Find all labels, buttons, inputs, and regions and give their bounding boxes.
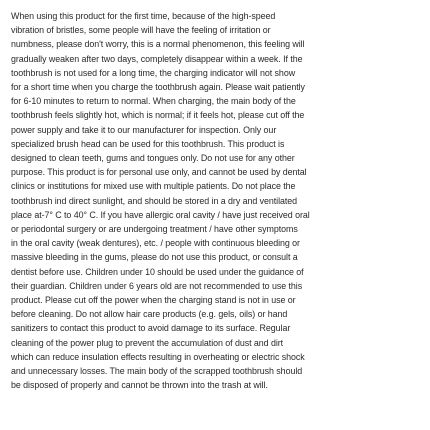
text-line: before cleaning. Do not allow hair care products (e.g. gels, oils) or hand [11, 309, 288, 320]
text-line: for 6-10 minutes to return to normal. When charging, the main body of the [11, 96, 296, 107]
instruction-text-block [11, 9, 421, 427]
text-line: dentist before use. Children under 10 should be used under the guidance of [11, 266, 304, 277]
text-line: purpose. This product is for personal use only, and cannot be used by dental [11, 167, 307, 178]
text-line: gradually weaken after two days, completely disappear within a week. If the [11, 53, 303, 64]
text-line: designed to clean teeth, gums and tongues only. Do not use for any other [11, 153, 295, 164]
text-line: which can reduce insulation effects resulting in overheating or electric shock [11, 351, 305, 362]
text-line: massive bleeding in the gums, please do not use this product, or consult a [11, 252, 298, 263]
text-line: their guardian. Children under 6 years old are not recommended to use this [11, 280, 303, 291]
text-line: be disposed of properly and cannot be thrown into the trash at will. [11, 380, 268, 391]
text-line: specialized brush head can be used for this toothbrush. This product is [11, 138, 285, 149]
text-line: numbness, please don't worry, this is a normal phenomenon, this feeling will [11, 39, 305, 50]
text-line: clinics or institutions for mixed use with multiple patients. Do not place the [11, 181, 296, 192]
text-line: and unnecessary losses. The main body of the scrapped toothbrush should [11, 366, 303, 377]
text-line: vibration of bristles, some people will have the feeling of irritation or [11, 25, 271, 36]
text-line: or periodontal surgery or are undergoing treatment / have other symptoms [11, 224, 298, 235]
text-line: toothbrush ind direct sunlight, and should be stored in a dry and ventilated [11, 195, 298, 206]
text-line: power supply and take it to our manufacturer for inspection. Only our [11, 124, 277, 135]
text-line: product. Please cut off the power when the charging stand is not in use or [11, 295, 296, 306]
text-line: When using this product for the first time, because of the high-speed [11, 11, 276, 21]
text-line: place at-7° C to 40° C. If you have allergic oral cavity / have just received oral [11, 209, 310, 220]
text-line: toothbrush feels slightly hot, which is normal; if it feels hot, please cut off the [11, 110, 305, 121]
text-line: sanitizers to contact this product to avoid damage to its surface. Regular [11, 323, 291, 334]
text-line: toothbrush is not used for a long time, the charging indicator will not show [11, 67, 296, 78]
text-line: in the oral cavity (weak dentures), etc. / people with continuous bleeding or [11, 238, 300, 249]
text-line: for a short time when you charge the toothbrush again. Please wait patiently [11, 82, 305, 93]
text-line: cleaning of the power plug to prevent the accumulation of dust and dirt [11, 337, 284, 348]
